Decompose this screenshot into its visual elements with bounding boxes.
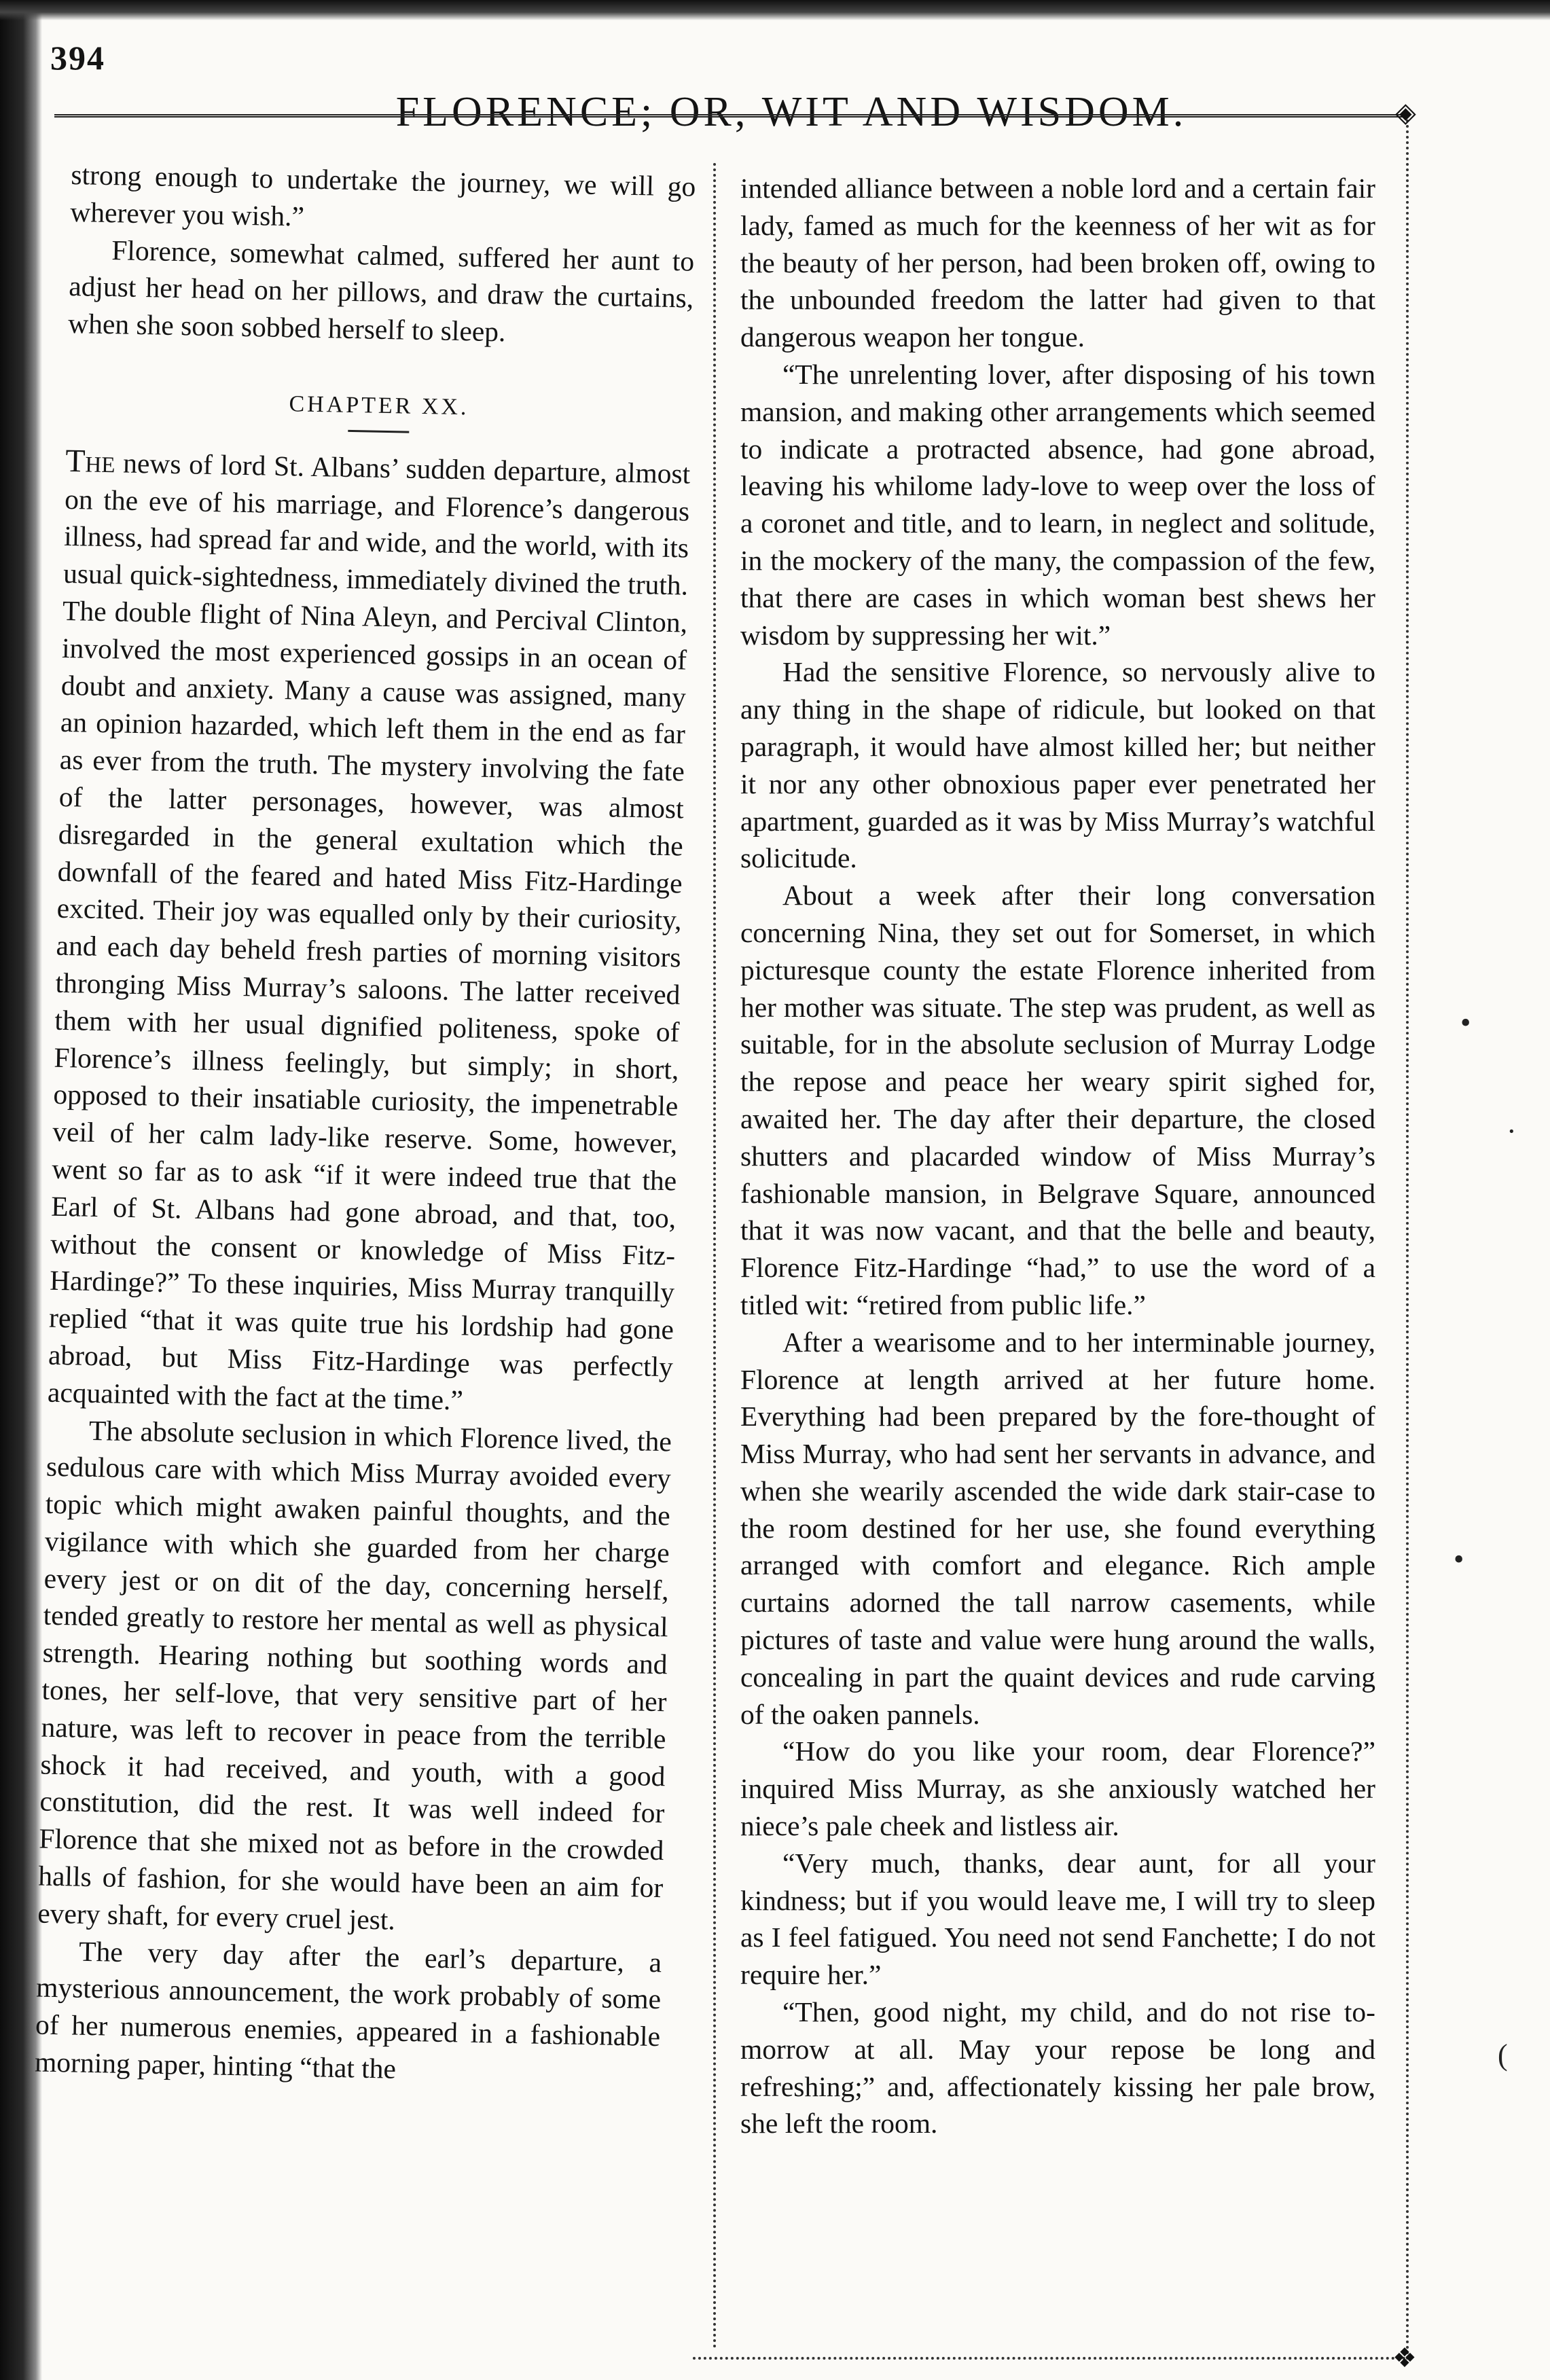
paragraph: The very day after the earl’s departure, a mysterious announcement, the work probably of some of her numerous enemies, appeared in a fashionable morning paper, hinting “that the (34, 1935, 662, 2085)
left-column (35, 156, 696, 2093)
bottom-ornament-icon: ❖ (1392, 2343, 1417, 2373)
bottom-border-rule (693, 2357, 1406, 2360)
paragraph: “Then, good night, my child, and do not rise to-morrow at all. May your repose be long and refreshing;” and, affectionately kissing her pale brow, she left the room. (740, 1996, 1375, 2140)
right-column (740, 170, 1375, 2142)
chapter-rule (348, 430, 409, 433)
running-title: FLORENCE; OR, WIT AND WISDOM. (395, 89, 1187, 135)
paragraph: “The unrelenting lover, after disposing of his town mansion, and making other arrangements which seemed to indicate a protracted absence, had gone abroad, leaving his whilome lady-love to weep over the loss of a coronet and title, and to learn, in neglect and solitude, in the mockery of the many, the compassion of the few, that there are cases in which woman best shews her wisdom by suppressing her wit.” (740, 358, 1375, 651)
stray-paren-mark: ( (1498, 2038, 1508, 2072)
drop-word: The (65, 442, 116, 480)
stray-dot-mark: • (1454, 1543, 1464, 1576)
header-rule (54, 114, 1406, 118)
page-number: 394 (50, 39, 105, 77)
stray-dot-mark: • (1460, 1006, 1471, 1039)
stray-dot-mark: · (1507, 1115, 1517, 1148)
paragraph: intended alliance between a noble lord and a certain fair lady, famed as much for the keenness of her wit as for the beauty of her person, had been broken off, owing to the unbounded freedom the latter had given to that dangerous weapon her tongue. (740, 173, 1375, 353)
paragraph: Florence, somewhat calmed, suffered her aunt to adjust her head on her pillows, and draw the curtains, when she soon sobbed herself to sleep. (67, 234, 695, 348)
paragraph: The absolute seclusion in which Florence lived, the sedulous care with which Miss Murray avoided every topic which might awaken painful thoughts, and the vigilance with which she guarded from her charge every jest or on dit of the day, concerning herself, tended greatly to restore her mental as well as physical strength. Hearing nothing but soothing words and tones, her self-love, that very sensitive part of her nature, was left to recover in peace from the terrible shock it had received, and youth, with a good constitution, did the rest. It was well indeed for Florence that she mixed not as before in the crowded halls of fashion, for she would have been an aim for every shaft, for every cruel jest. (37, 1414, 672, 1936)
column-divider (713, 163, 716, 2350)
paragraph (48, 443, 691, 1423)
paragraph: strong enough to undertake the journey, we will go wherever you wish.” (69, 158, 696, 232)
paragraph: Had the sensitive Florence, so nervously alive to any thing in the shape of ridicule, but looked on that paragraph, it would have almost killed her; but neither it nor any other obnoxious paper ever penetrated her apartment, guarded as it was by Miss Murray’s watchful solicitude. (740, 656, 1375, 874)
right-border-rule (1406, 114, 1409, 2362)
page-top-shadow (0, 0, 1550, 20)
paragraph: About a week after their long conversation concerning Nina, they set out for Somerset, in which picturesque county the estate Florence inherited from her mother was situate. The step was prudent, as well as suitable, for in the absolute seclusion of Murray Lodge the repose and peace her weary spirit sighed for, awaited her. The day after their departure, the closed shutters and placarded window of Miss Murray’s fashionable mansion, in Belgrave Square, announced that it was now vacant, and that the belle and beauty, Florence Fitz-Hardinge “had,” to use the word of a titled wit: “retired from public life.” (740, 880, 1375, 1320)
chapter-heading: CHAPTER XX. (289, 391, 469, 420)
corner-ornament-icon: ◈ (1395, 97, 1416, 128)
paragraph: “Very much, thanks, dear aunt, for all your kindness; but if you would leave me, I will try to sleep as I feel fatigued. You need not send Fanchette; I do not require her.” (740, 1847, 1375, 1991)
paragraph-text: news of lord St. Albans’ sudden departure, almost on the eve of his marriage, and Florence’s dangerous illness, had spread far and wide, and the world, with its usual quick-sightedness, immediately divined the truth. The double flight of Nina Aleyn, and Percival Clinton, involved the most experienced gossips in an ocean of doubt and anxiety. Many a cause was assigned, many an opinion hazarded, which left them in the end as far as ever from the truth. The mystery involving the fate of the latter personages, however, was almost disregarded in the general exultation which the downfall of the feared and hated Miss Fitz-Hardinge excited. Their joy was equalled only by their curiosity, and each day beheld fresh parties of morning visitors thronging Miss Murray’s saloons. The latter received them with her usual dignified politeness, spoke of Florence’s illness feelingly, but simply; in short, opposed to their insatiable curiosity, the impenetrable veil of her calm lady-like reserve. Some, however, went so far as to ask “if it were indeed true that the Earl of St. Albans had gone abroad, and that, too, without the consent or knowledge of Miss Fitz-Hardinge?” To these inquiries, Miss Murray tranquilly replied “that it was quite true his lordship had gone abroad, but Miss Fitz-Hardinge was perfectly acquainted with the fact at the time.” (47, 447, 691, 1416)
paragraph: “How do you like your room, dear Florence?” inquired Miss Murray, as she anxiously watched her niece’s pale cheek and listless air. (740, 1735, 1375, 1842)
paragraph: After a wearisome and to her interminable journey, Florence at length arrived at her future home. Everything had been prepared by the fore-thought of Miss Murray, who had sent her servants in advance, and when she wearily ascended the wide dark stair-case to the room destined for her use, she found everything arranged with comfort and elegance. Rich ample curtains adorned the tall narrow casements, while pictures of taste and value were hung around the walls, concealing in part the quaint devices and rude carving of the oaken pannels. (740, 1326, 1375, 1730)
